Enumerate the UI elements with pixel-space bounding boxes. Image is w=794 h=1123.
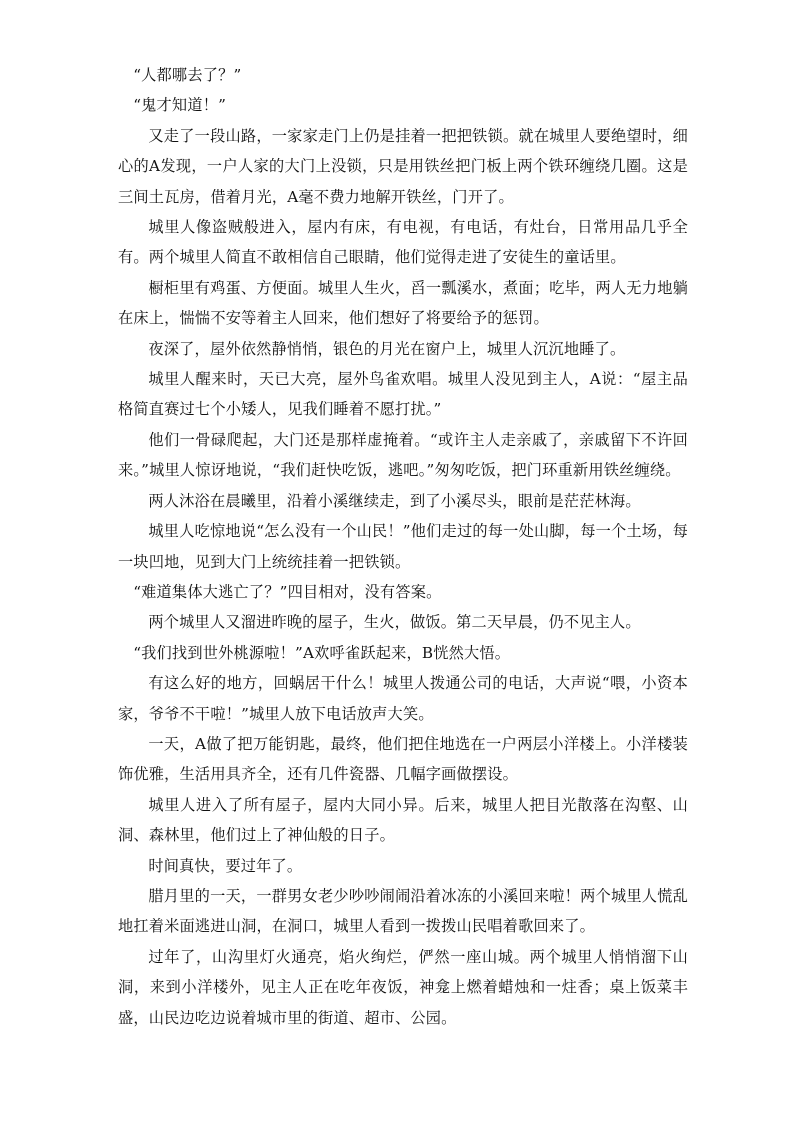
paragraph-19: 过年了，山沟里灯火通亮，焰火绚烂，俨然一座山城。两个城里人悄悄溜下山洞，来到小洋楼外，见主人正在吃年夜饭，神龛上燃着蜡烛和一炷香；桌上饭菜丰盛，山民边吃边说着城市里的街道、超市、公园。 [118, 947, 688, 1027]
paragraph-15: 一天，A做了把万能钥匙，最终，他们把住地选在一户两层小洋楼上。小洋楼装饰优雅，生活用具齐全，还有几件瓷器、几幅字画做摆设。 [118, 734, 688, 784]
paragraph-17: 时间真快，要过年了。 [148, 856, 303, 875]
paragraph-12: 两个城里人又溜进昨晚的屋子，生火，做饭。第二天早晨，仍不见主人。 [148, 613, 641, 632]
story-text [118, 60, 688, 1033]
paragraph-13: “我们找到世外桃源啦！”A欢呼雀跃起来，B恍然大悟。 [133, 643, 511, 662]
paragraph-18: 腊月里的一天，一群男女老少吵吵闹闹沿着冰冻的小溪回来啦！两个城里人慌乱地扛着米面逃进山洞，在洞口，城里人看到一拨拨山民唱着歌回来了。 [118, 886, 688, 936]
paragraph-7: 城里人醒来时，天已大亮，屋外鸟雀欢唱。城里人没见到主人，A说：“屋主品格简直赛过七个小矮人，见我们睡着不愿打扰。” [118, 370, 688, 419]
paragraph-3: 又走了一段山路，一家家走门上仍是挂着一把把铁锁。就在城里人要绝望时，细心的A发现，一户人家的大门上没锁，只是用铁丝把门板上两个铁环缠绕几圈。这是三间土瓦房，借着月光，A毫不费力地解开铁丝，门开了。 [118, 126, 688, 206]
paragraph-5: 橱柜里有鸡蛋、方便面。城里人生火，舀一瓢溪水，煮面；吃毕，两人无力地躺在床上，惴惴不安等着主人回来，他们想好了将要给予的惩罚。 [118, 278, 688, 328]
paragraph-14: 有这么好的地方，回蜗居干什么！城里人拨通公司的电话，大声说“喂，小资本家，爷爷不干啦！”城里人放下电话放声大笑。 [118, 674, 688, 723]
paragraph-8: 他们一骨碌爬起，大门还是那样虚掩着。“或许主人走亲戚了，亲戚留下不许回来。”城里人惊讶地说，“我们赶快吃饭，逃吧。”匆匆吃饭，把门环重新用铁丝缠绕。 [118, 430, 688, 480]
paragraph-1: “人都哪去了？” [133, 66, 242, 84]
paragraph-2: “鬼才知道！” [133, 96, 227, 115]
paragraph-16: 城里人进入了所有屋子，屋内大同小异。后来，城里人把目光散落在沟壑、山洞、森林里，他们过上了神仙般的日子。 [118, 795, 688, 845]
paragraph-11: “难道集体大逃亡了？”四目相对，没有答案。 [133, 582, 442, 601]
paragraph-10: 城里人吃惊地说“怎么没有一个山民！”他们走过的每一处山脚，每一个土场，每一块凹地，见到大门上统统挂着一把铁锁。 [118, 522, 688, 571]
paragraph-4: 城里人像盗贼般进入，屋内有床，有电视，有电话，有灶台，日常用品几乎全有。两个城里人简直不敢相信自己眼睛，他们觉得走进了安徒生的童话里。 [118, 218, 688, 267]
paragraph-9: 两人沐浴在晨曦里，沿着小溪继续走，到了小溪尽头，眼前是茫茫林海。 [148, 491, 641, 510]
paragraph-6: 夜深了，屋外依然静悄悄，银色的月光在窗户上，城里人沉沉地睡了。 [148, 339, 626, 358]
